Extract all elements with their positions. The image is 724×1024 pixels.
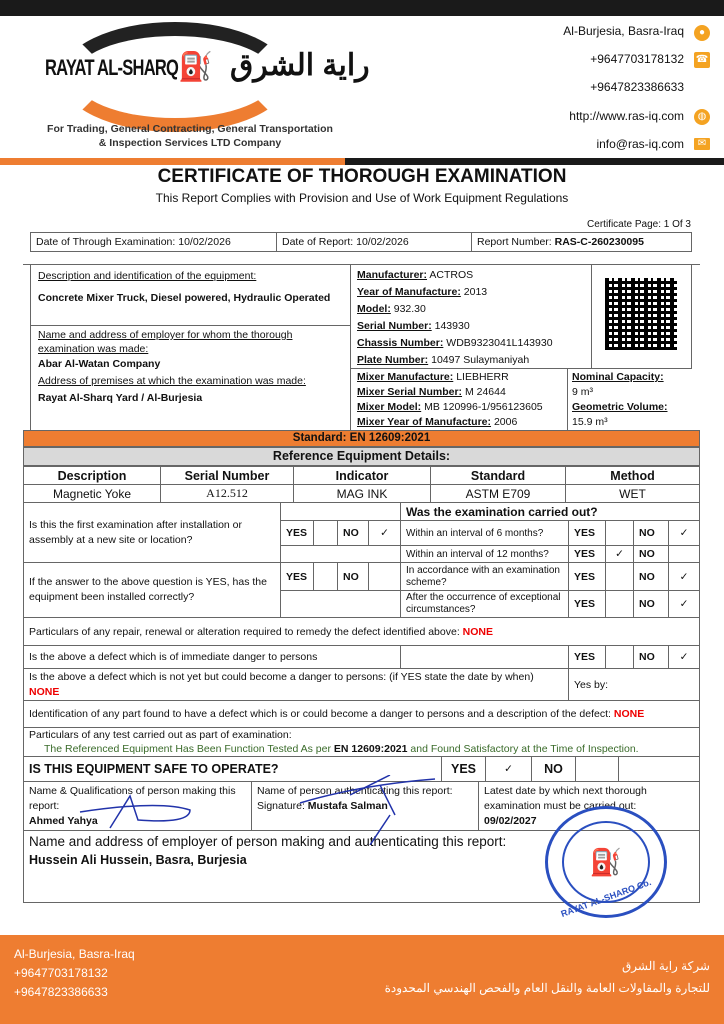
capacity-details: Nominal Capacity: 9 m³ Geometric Volume: 15.9 m³ (572, 371, 668, 428)
tagline: For Trading, General Contracting, General Transportation & Inspection Services LTD Company (47, 123, 333, 149)
header-rule-black (345, 158, 724, 165)
table-cell: NO (634, 546, 669, 563)
immediate-no-checkbox[interactable]: ✓ (669, 646, 700, 669)
certificate-page: Certificate Page: 1 Of 3 (587, 219, 691, 230)
table-cell: YES (569, 546, 606, 563)
12m-no-checkbox[interactable] (669, 546, 700, 563)
scheme-no-checkbox[interactable]: ✓ (669, 563, 700, 591)
employer2-row: Name and address of employer of person making and authenticating this report: Hussein Ali Hussein, Basra, Burjesia (24, 831, 700, 903)
reference-row (24, 485, 700, 503)
location-pin-icon: ● (694, 25, 710, 41)
table-cell: Method (566, 467, 700, 485)
12m-yes-checkbox[interactable]: ✓ (606, 546, 634, 563)
table-cell: In accordance with an examination scheme? (401, 563, 569, 591)
top-bar (0, 0, 724, 16)
table-cell: YES (281, 563, 314, 591)
table-cell (281, 503, 401, 521)
table-cell: Latest date by which next thorough examination must be carried out: 09/02/2027 (479, 782, 700, 831)
table-cell: Indicator (294, 467, 431, 485)
table-cell: After the occurrence of exceptional circumstances? (401, 591, 569, 618)
table-cell: NO (338, 521, 369, 546)
table-cell: IS THIS EQUIPMENT SAFE TO OPERATE? (24, 757, 442, 782)
table-cell: Within an interval of 12 months? (401, 546, 569, 563)
contact-phone1: +9647703178132 (590, 52, 684, 66)
table-cell: Standard (431, 467, 566, 485)
globe-icon: ◍ (694, 109, 710, 125)
table-cell: ASTM E709 (431, 485, 566, 503)
table-cell: Date of Through Examination: 10/02/2026 (31, 233, 277, 252)
table-cell: Magnetic Yoke (24, 485, 161, 503)
logo-text: RAYAT AL-SHARQ (45, 55, 179, 80)
q1-no-checkbox[interactable]: ✓ (369, 521, 401, 546)
dates-table (30, 232, 692, 252)
footer-phone2: +9647823386633 (14, 985, 108, 999)
table-cell: Serial Number (161, 467, 294, 485)
q1-yes-checkbox[interactable] (314, 521, 338, 546)
contact-address: Al-Burjesia, Basra-Iraq (563, 24, 684, 38)
table-cell: Was the examination carried out? (401, 503, 700, 521)
qr-code-cell (591, 264, 692, 369)
table-cell: Report Number: RAS-C-260230095 (472, 233, 692, 252)
page-subtitle: This Report Complies with Provision and Use of Work Equipment Regulations (155, 191, 569, 205)
table-cell: If the answer to the above question is YES, has the equipment been installed correctly? (24, 563, 281, 618)
questions-table (23, 502, 700, 757)
mixer-details: Mixer Manufacture: LIEBHERR Mixer Serial Number: M 24644 Mixer Model: MB 120996-1/956123605 Mixer Year of Manufacture: 2006 (350, 368, 568, 431)
mail-icon: ✉ (694, 138, 710, 150)
table-cell: Is this the first examination after installation or assembly at a new site or location? (24, 503, 281, 563)
identification-row: Identification of any part found to have a defect which is or could become a danger to persons and a description of the defect: NONE (24, 701, 700, 728)
table-cell: Yes by: (569, 669, 700, 701)
table-cell: MAG INK (294, 485, 431, 503)
contact-website[interactable]: http://www.ras-iq.com (569, 109, 684, 123)
table-cell (619, 757, 700, 782)
table-cell: WET (566, 485, 700, 503)
qr-code-icon[interactable] (605, 278, 677, 350)
6m-yes-checkbox[interactable] (606, 521, 634, 546)
phone-icon: ☎ (694, 52, 710, 68)
immediate-danger-row: Is the above a defect which is of immediate danger to persons (24, 646, 401, 669)
logo-arabic: راية الشرق (230, 49, 370, 82)
future-danger-row: Is the above a defect which is not yet but could become a danger to persons: (if YES state the date by when) NONE (24, 669, 569, 701)
table-cell: Within an interval of 6 months? (401, 521, 569, 546)
table-cell: NO (532, 757, 576, 782)
table-cell: YES (569, 563, 606, 591)
maker-signature (60, 790, 210, 830)
safe-yes-checkbox[interactable]: ✓ (486, 757, 532, 782)
table-cell (281, 591, 401, 618)
vehicle-details: Manufacturer: ACTROS Year of Manufacture: 2013 Model: 932.30 Serial Number: 143930 Chassis Number: WDB9323041L143930 Plate Number: 10497 Sulaymaniyah (350, 264, 592, 369)
contact-email[interactable]: info@ras-iq.com (596, 137, 684, 151)
table-cell: NO (634, 563, 669, 591)
table-cell: NO (634, 521, 669, 546)
table-cell: NO (338, 563, 369, 591)
footer-address: Al-Burjesia, Basra-Iraq (14, 947, 135, 961)
table-cell: A12.512 (161, 485, 294, 503)
page-title: CERTIFICATE OF THOROUGH EXAMINATION (157, 166, 567, 187)
footer-arabic-desc: للتجارة والمقاولات العامة والنقل العام والفحص الهندسي المحدودة (384, 981, 710, 995)
header-rule-orange (0, 158, 345, 165)
table-cell: YES (281, 521, 314, 546)
table-cell (401, 646, 569, 669)
repair-row: Particulars of any repair, renewal or alteration required to remedy the defect identified above: NONE (24, 618, 700, 646)
table-cell: YES (569, 521, 606, 546)
reference-table (23, 466, 700, 503)
table-cell (281, 546, 401, 563)
employer-info: Name and address of employer for whom the thorough examination was made: Abar Al-Watan Company Address of premises at which the examination was made: Rayat Al-Sharq Yard / Al-Burjesia (30, 326, 351, 431)
table-cell: Name of person authenticating this report: Signature: Mustafa Salman (252, 782, 479, 831)
exceptional-yes-checkbox[interactable] (606, 591, 634, 618)
authenticator-signature (280, 775, 440, 845)
table-cell: NO (634, 591, 669, 618)
contact-phone2: +9647823386633 (590, 80, 684, 94)
exceptional-no-checkbox[interactable]: ✓ (669, 591, 700, 618)
q2-no-checkbox[interactable] (369, 563, 401, 591)
table-cell: Description (24, 467, 161, 485)
stamp-oil-rig-icon: ⛽ (589, 847, 623, 877)
table-cell: YES (569, 591, 606, 618)
6m-no-checkbox[interactable]: ✓ (669, 521, 700, 546)
footer-phone1: +9647703178132 (14, 966, 108, 980)
table-cell: NO (634, 646, 669, 669)
scheme-yes-checkbox[interactable] (606, 563, 634, 591)
footer-arabic-name: شركة راية الشرق (621, 959, 710, 973)
oil-pump-icon: ⛽ (178, 51, 213, 82)
immediate-yes-checkbox[interactable] (606, 646, 634, 669)
table-cell: YES (442, 757, 486, 782)
table-cell: Name & Qualifications of person making this report: Ahmed Yahya (24, 782, 252, 831)
tests-row: Particulars of any test carried out as part of examination: The Referenced Equipment Has Been Function Tested As per EN 12609:2021 and Found Satisfactory at the Time of Inspection. (24, 728, 700, 757)
table-cell: YES (569, 646, 606, 669)
table-cell: Date of Report: 10/02/2026 (277, 233, 472, 252)
reference-title: Reference Equipment Details: (23, 447, 700, 466)
reference-header-row (24, 467, 700, 485)
safe-no-checkbox[interactable] (576, 757, 619, 782)
q2-yes-checkbox[interactable] (314, 563, 338, 591)
standard-bar: Standard: EN 12609:2021 (23, 430, 700, 447)
equipment-description: Description and identification of the equipment: Concrete Mixer Truck, Diesel powered, Hydraulic Operated (30, 264, 351, 326)
footer (0, 935, 724, 1024)
company-stamp: ⛽ RAYAT AL-SHARQ Co. (545, 806, 667, 918)
